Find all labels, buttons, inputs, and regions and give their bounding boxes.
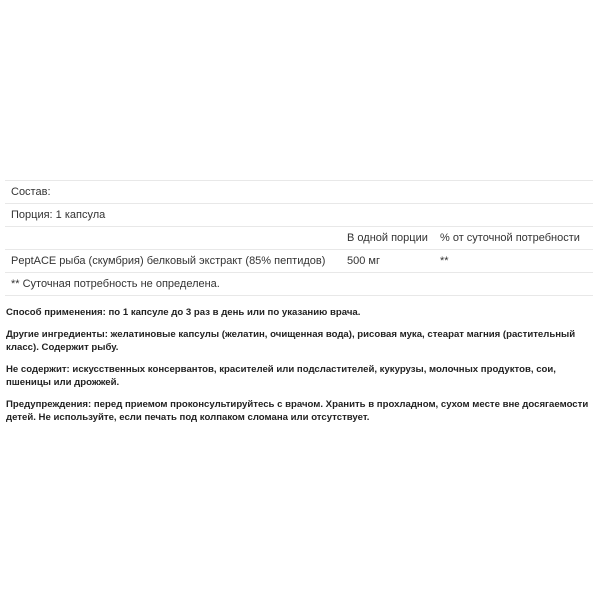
header-row xyxy=(5,227,593,250)
free-from-note: Не содержит: искусственных консервантов, красителей или подсластителей, кукурузы, молочных продуктов, сои, пшеницы или дрожжей. xyxy=(6,364,556,388)
other-ingredients-note: Другие ингредиенты: желатиновые капсулы (желатин, очищенная вода), рисовая мука, стеарат магния (растительный класс). Содержит рыбу. xyxy=(6,329,576,353)
usage-note: Способ применения: по 1 капсуле до 3 раз в день или по указанию врача. xyxy=(6,307,361,318)
footnote: ** Суточная потребность не определена. xyxy=(11,278,220,290)
ingredient-name: PeptACE рыба (скумбрия) белковый экстракт (85% пептидов) xyxy=(11,255,326,267)
supplement-facts-table xyxy=(5,180,593,296)
warnings-note: Предупреждения: перед приемом проконсультируйтесь с врачом. Хранить в прохладном, сухом месте вне досягаемости детей. Не используйте, если печать под колпаком сломана или отсутствует. xyxy=(6,399,589,423)
footnote-row xyxy=(5,273,593,296)
table-row xyxy=(5,250,593,273)
serving-row xyxy=(5,204,593,227)
header-daily-value: % от суточной потребности xyxy=(440,232,580,244)
table-title: Состав: xyxy=(11,186,51,198)
ingredient-dv: ** xyxy=(440,255,449,267)
serving-size: Порция: 1 капсула xyxy=(11,209,106,221)
ingredient-amount: 500 мг xyxy=(347,255,380,267)
header-per-serving: В одной порции xyxy=(347,232,428,244)
product-notes xyxy=(6,306,592,433)
table-title-row xyxy=(5,181,593,204)
